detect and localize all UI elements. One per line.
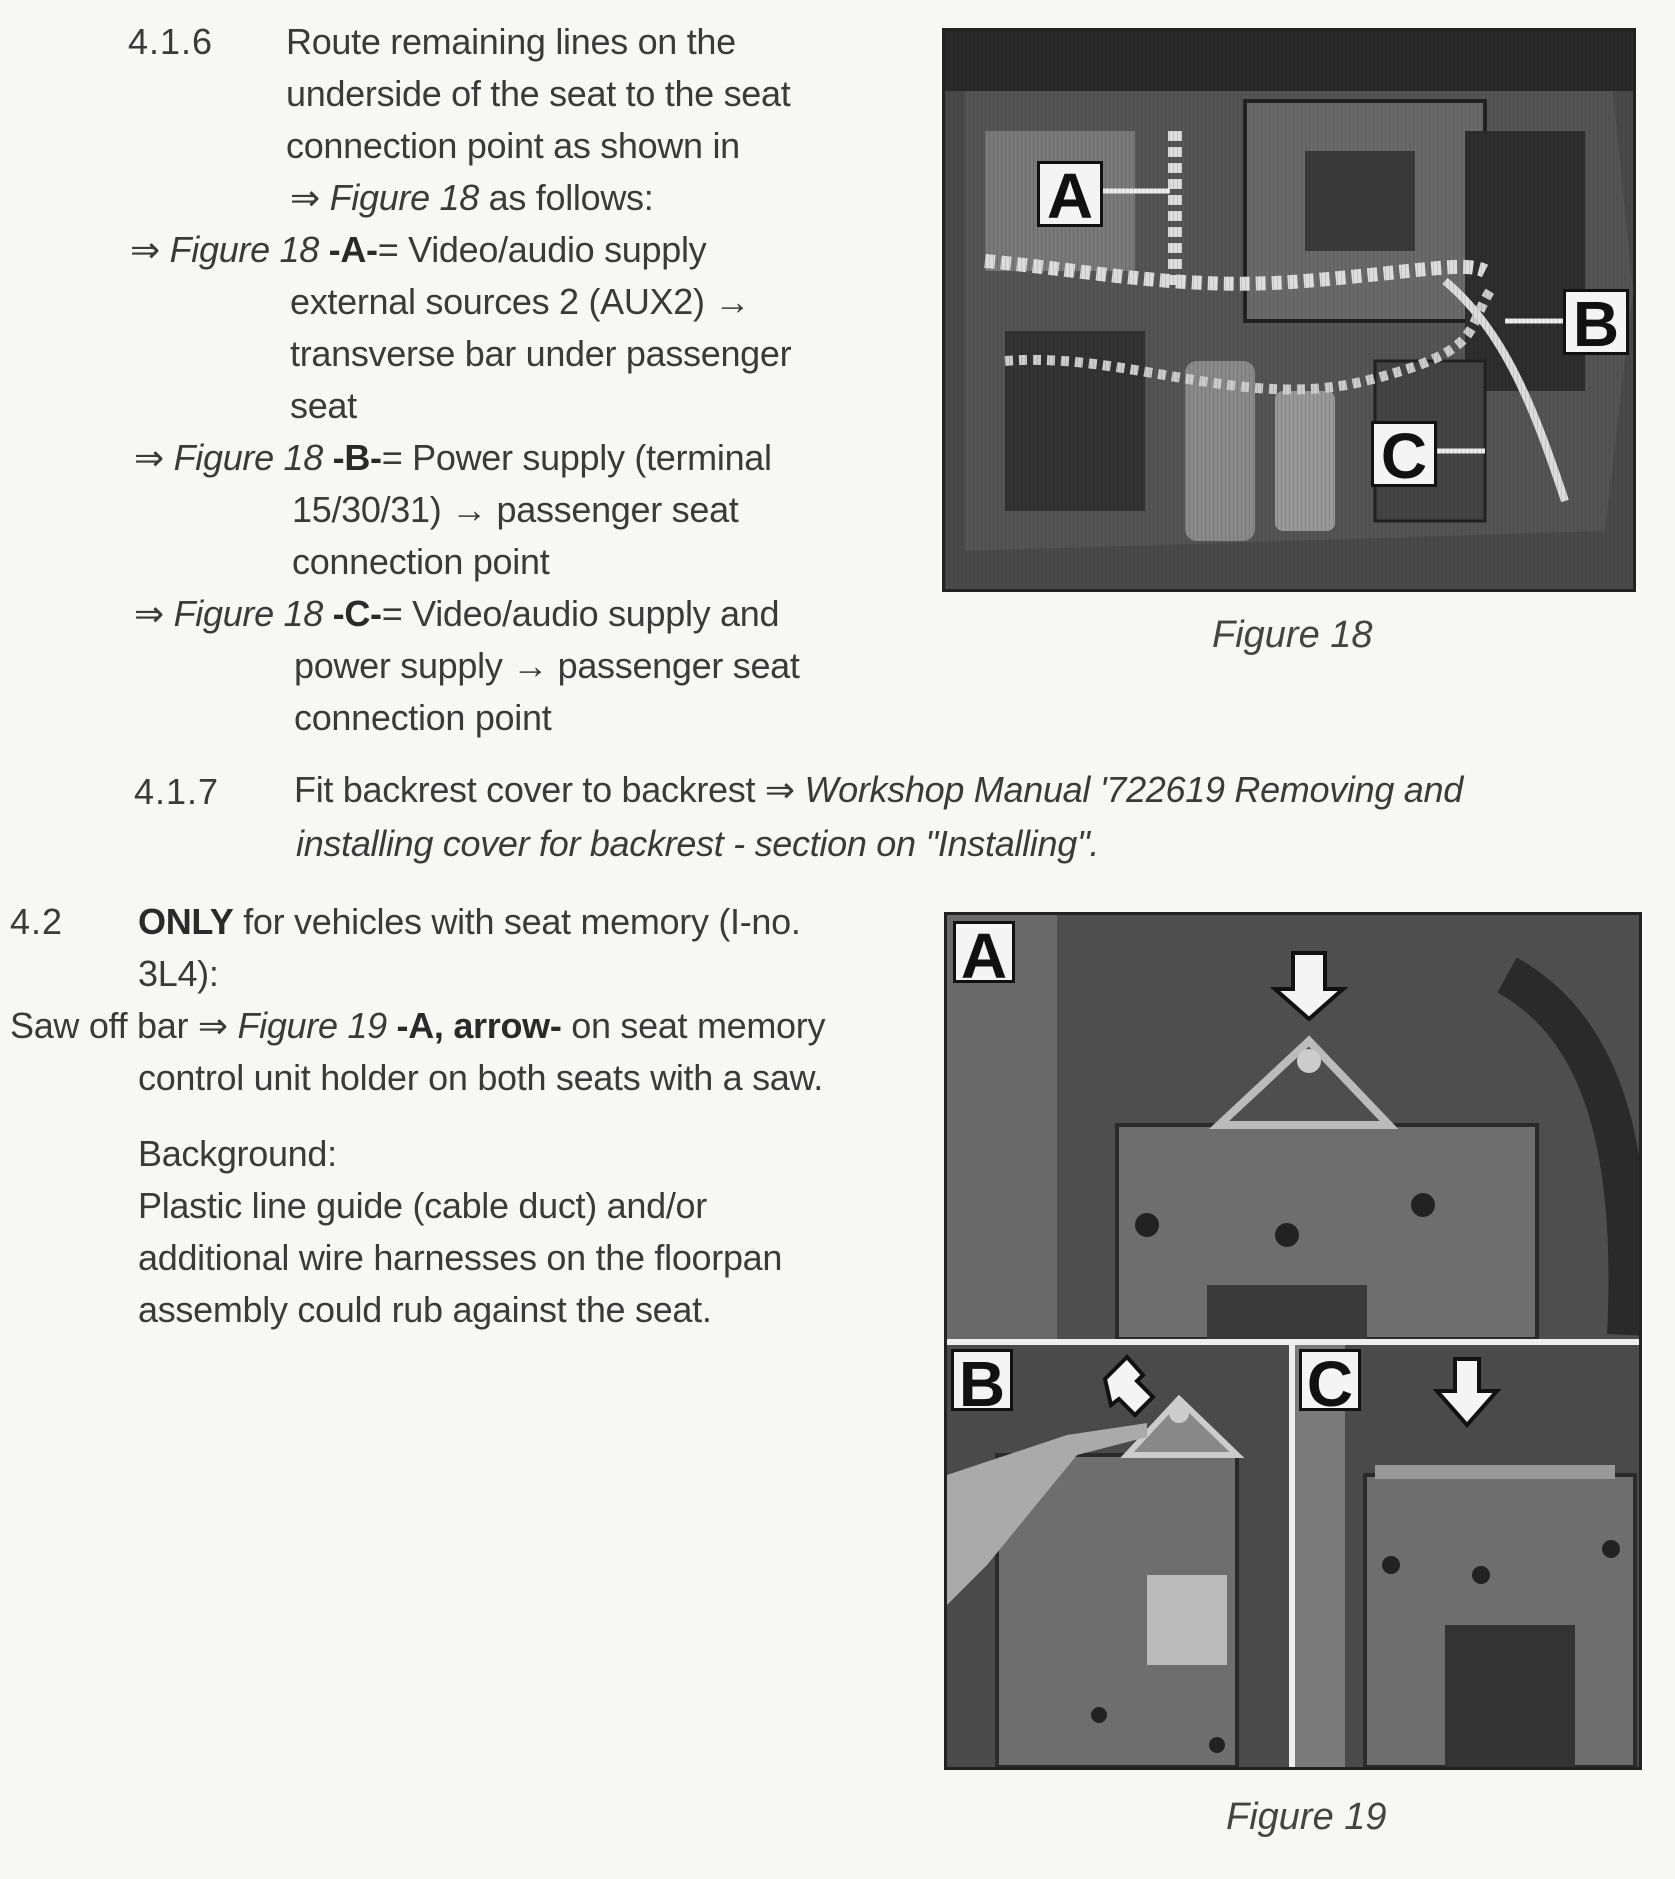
panel-a-photo	[947, 915, 1639, 1339]
background-title: Background:	[138, 1133, 337, 1174]
figure-19-label-c: C	[1299, 1349, 1361, 1411]
figure-18-label-a: A	[1037, 161, 1103, 227]
arrow-icon: ⇒	[764, 769, 795, 810]
background-line-3: assembly could rub against the seat.	[138, 1289, 712, 1330]
s416-line-3: connection point as shown in	[286, 125, 740, 166]
item-a-tail: = Video/audio supply	[377, 229, 707, 270]
item-c-line-3: connection point	[294, 697, 552, 738]
workshop-manual-link[interactable]: Workshop Manual '722619 Removing and	[804, 769, 1463, 810]
tag-c: -C-	[332, 593, 382, 634]
figure-18-label-b: B	[1563, 289, 1629, 355]
only-label: ONLY	[138, 901, 234, 942]
figure-18-caption: Figure 18	[1212, 614, 1373, 656]
figure-18-link[interactable]: Figure 18	[173, 437, 323, 478]
figure-19-panel-a	[947, 915, 1639, 1339]
figure-19-caption: Figure 19	[1226, 1796, 1387, 1838]
s416-line-4	[290, 172, 653, 224]
figure-19-link[interactable]: Figure 19	[237, 1005, 387, 1046]
arrow-icon: ⇒	[130, 229, 160, 270]
figure-18-label-c: C	[1371, 421, 1437, 487]
item-c-line-2: power supply → passenger seat	[294, 645, 800, 686]
figure-18-photo	[945, 31, 1633, 589]
s416-line-2: underside of the seat to the seat	[286, 73, 791, 114]
tag-b: -B-	[332, 437, 382, 478]
s42-line-1	[138, 896, 801, 948]
s416-line-1: Route remaining lines on the	[286, 21, 736, 62]
figure-19-label-b: B	[951, 1349, 1013, 1411]
section-number-4-1-7: 4.1.7	[134, 771, 220, 812]
arrow-icon: ⇒	[134, 593, 164, 634]
s42-line-4: control unit holder on both seats with a saw.	[138, 1057, 823, 1098]
item-c-tail: = Video/audio supply and	[381, 593, 780, 634]
s417-line-2[interactable]: installing cover for backrest - section on "Installing".	[296, 823, 1100, 864]
saw-head: Saw off bar	[10, 1005, 189, 1046]
background-line-2: additional wire harnesses on the floorpan	[138, 1237, 783, 1278]
item-a-line-2: external sources 2 (AUX2) →	[290, 281, 751, 322]
item-c-line-1	[134, 588, 779, 640]
saw-tail: on seat memory	[571, 1005, 826, 1046]
figure-18-link[interactable]: Figure 18	[173, 593, 323, 634]
item-b-line-2: 15/30/31) → passenger seat	[292, 489, 739, 530]
figure-19-image	[944, 912, 1642, 1770]
s417-head: Fit backrest cover to backrest	[294, 769, 756, 810]
arrow-icon: ⇒	[197, 1005, 228, 1046]
figure-19-panel-c	[1295, 1345, 1639, 1767]
s42-line-1-tail: for vehicles with seat memory (I-no.	[243, 901, 801, 942]
figure-19-panel-b	[947, 1345, 1289, 1767]
item-a-line-4: seat	[290, 385, 357, 426]
item-b-tail: = Power supply (terminal	[381, 437, 772, 478]
tag-a-arrow: -A, arrow-	[396, 1005, 562, 1046]
item-a-line-1	[130, 224, 706, 276]
item-a-line-3: transverse bar under passenger	[290, 333, 792, 374]
s42-line-3	[10, 1000, 825, 1052]
figure-18-link[interactable]: Figure 18	[169, 229, 319, 270]
background-line-1: Plastic line guide (cable duct) and/or	[138, 1185, 707, 1226]
item-b-line-1	[134, 432, 772, 484]
s416-line-4-tail: as follows:	[488, 177, 654, 218]
figure-18-link[interactable]: Figure 18	[329, 177, 479, 218]
s42-line-2: 3L4):	[138, 953, 219, 994]
arrow-icon: ⇒	[290, 177, 320, 218]
figure-18-image	[942, 28, 1636, 592]
s417-line-1	[294, 764, 1463, 816]
arrow-icon: ⇒	[134, 437, 164, 478]
figure-19-label-a: A	[953, 921, 1015, 983]
section-number-4-1-6: 4.1.6	[128, 21, 214, 62]
item-b-line-3: connection point	[292, 541, 550, 582]
tag-a: -A-	[328, 229, 378, 270]
section-number-4-2: 4.2	[10, 901, 64, 942]
